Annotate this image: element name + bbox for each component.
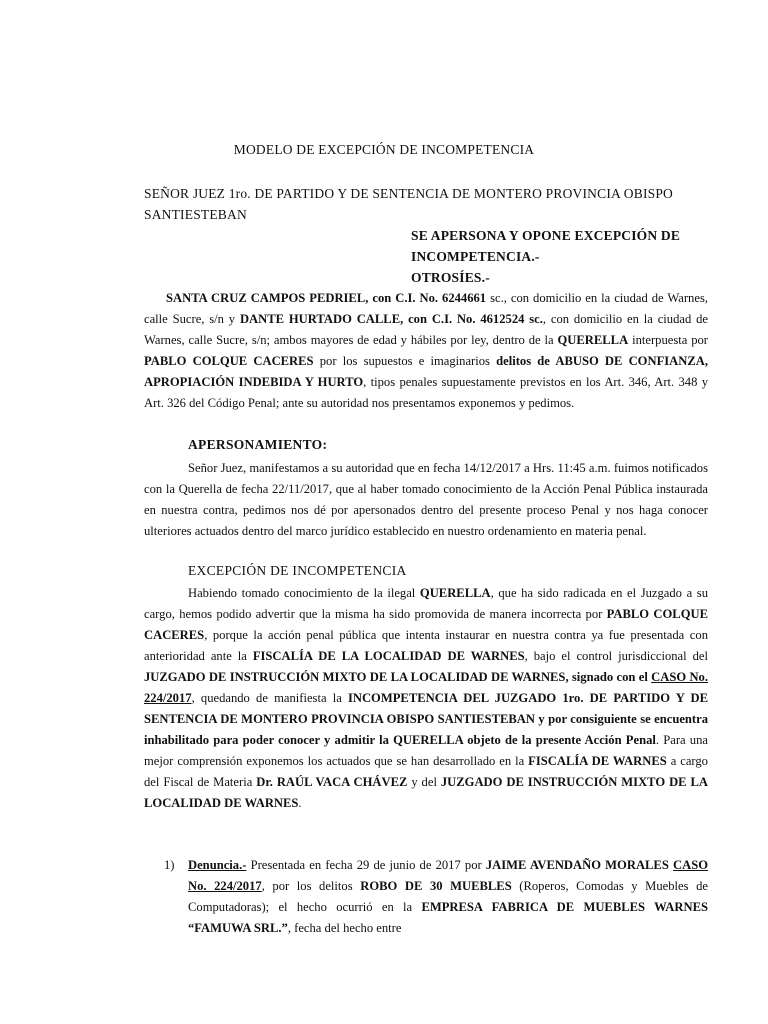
- exc-fiscalia: FISCALÍA DE LA LOCALIDAD DE WARNES: [252, 649, 525, 663]
- intro-text-1: sc., con domicilio en la ciudad de Warnes, calle Sucre, s/n y: [144, 291, 708, 326]
- exc-fiscalia-warnes: FISCALÍA DE WARNES: [528, 754, 667, 768]
- exc-text-9: .: [298, 796, 302, 810]
- exc-incompetencia: INCOMPETENCIA DEL JUZGADO 1ro. DE PARTIDO Y DE SENTENCIA DE MONTERO PROVINCIA OBISPO SANTIESTEBAN y por consiguiente se encuentra inhabilitado para poder conocer y admitir la QUERELLA objeto de la presente Acción Penal: [144, 691, 708, 747]
- exc-caso: CASO No. 224/2017: [144, 670, 708, 705]
- intro-name-1: SANTA CRUZ CAMPOS PEDRIEL, con C.I. No. 6244661: [166, 291, 487, 305]
- list-text-1: Presentada en fecha 29 de junio de 2017 por: [246, 858, 486, 872]
- intro-paragraph: [144, 288, 708, 414]
- exc-juzgado-warnes: JUZGADO DE INSTRUCCIÓN MIXTO DE LA LOCALIDAD DE WARNES: [144, 775, 708, 810]
- exc-text-3: , porque la acción penal pública que intenta instaurar en nuestra contra ya fue presentada con anterioridad ante la: [144, 628, 708, 663]
- intro-text-4: por los supuestos e imaginarios: [313, 354, 497, 368]
- exc-text-1: Habiendo tomado conocimiento de la ilegal: [188, 586, 420, 600]
- section-heading-apersonamiento: APERSONAMIENTO:: [188, 437, 328, 452]
- intro-text-3: interpuesta por: [628, 333, 708, 347]
- exc-text-6: . Para una mejor comprensión exponemos los actuados que se han desarrollado en la: [144, 733, 708, 768]
- list-caso: CASO No. 224/2017: [188, 858, 708, 893]
- list-text-3: , por los delitos: [261, 879, 361, 893]
- addressee: [144, 183, 710, 225]
- list-empresa: EMPRESA FABRICA DE MUEBLES WARNES “FAMUWA SRL.”: [188, 900, 708, 935]
- list-item-label: Denuncia.-: [188, 858, 247, 872]
- exc-querellante: PABLO COLQUE CACERES: [144, 607, 708, 642]
- suma-line2: OTROSÍES.-: [411, 270, 490, 285]
- apersonamiento-paragraph: Señor Juez, manifestamos a su autoridad que en fecha 14/12/2017 a Hrs. 11:45 a.m. fuimos notificados con la Querella de fecha 22/11/2017, que al haber tomado conocimiento de la Acción Penal Pública instaurada en nuestra contra, pedimos nos dé por apersonados dentro del presente proceso Penal y nos haga conocer ulteriores actuados dentro del marco jurídico establecido en nuestro ordenamiento en materia penal.: [144, 461, 708, 538]
- intro-name-2: DANTE HURTADO CALLE, con C.I. No. 4612524 sc.: [239, 312, 543, 326]
- exc-text-2: , que ha sido radicada en el Juzgado a su cargo, hemos podido advertir que la misma ha sido promovida de manera incorrecta por: [144, 586, 708, 621]
- intro-text-2: , con domicilio en la ciudad de Warnes, calle Sucre, s/n; ambos mayores de edad y hábiles por ley, dentro de la: [144, 312, 708, 347]
- list-denunciante: JAIME AVENDAÑO MORALES: [485, 858, 669, 872]
- intro-querellante: PABLO COLQUE CACERES: [144, 354, 314, 368]
- exc-text-7: a cargo del Fiscal de Materia: [144, 754, 708, 789]
- intro-querella: QUERELLA: [557, 333, 629, 347]
- document-title: MODELO DE EXCEPCIÓN DE INCOMPETENCIA: [233, 142, 535, 157]
- addressee-text: SEÑOR JUEZ 1ro. DE PARTIDO Y DE SENTENCIA DE MONTERO PROVINCIA OBISPO SANTIESTEBAN: [144, 186, 674, 222]
- list-text-5: , fecha del hecho entre: [287, 921, 402, 935]
- list-item-body: [188, 855, 708, 939]
- exc-fiscal: Dr. RAÚL VACA CHÁVEZ: [256, 775, 408, 789]
- list-delito: ROBO DE 30 MUEBLES: [360, 879, 512, 893]
- exc-querella: QUERELLA: [419, 586, 491, 600]
- excepcion-paragraph: [144, 583, 708, 814]
- exc-text-5: , quedando de manifiesta la: [191, 691, 348, 705]
- suma-block: [411, 225, 711, 288]
- suma-line1: SE APERSONA Y OPONE EXCEPCIÓN DE INCOMPETENCIA.-: [411, 228, 681, 264]
- exc-text-8: y del: [407, 775, 441, 789]
- exc-text-4: , bajo el control jurisdiccional del: [524, 649, 708, 663]
- exc-juzgado: JUZGADO DE INSTRUCCIÓN MIXTO DE LA LOCALIDAD DE WARNES, signado con el: [144, 670, 652, 684]
- intro-delitos: delitos de ABUSO DE CONFIANZA, APROPIACIÓN INDEBIDA Y HURTO: [144, 354, 708, 389]
- list-item-number: 1): [164, 858, 175, 872]
- list-text-4: (Roperos, Comodas y Muebles de Computadoras); el hecho ocurrió en la: [188, 879, 709, 914]
- section-heading-excepcion: EXCEPCIÓN DE INCOMPETENCIA: [188, 563, 407, 578]
- list-item: [164, 855, 708, 939]
- intro-text-5: , tipos penales supuestamente previstos en los Art. 346, Art. 348 y Art. 326 del Código Penal; ante su autoridad nos presentamos exponemos y pedimos.: [144, 375, 708, 410]
